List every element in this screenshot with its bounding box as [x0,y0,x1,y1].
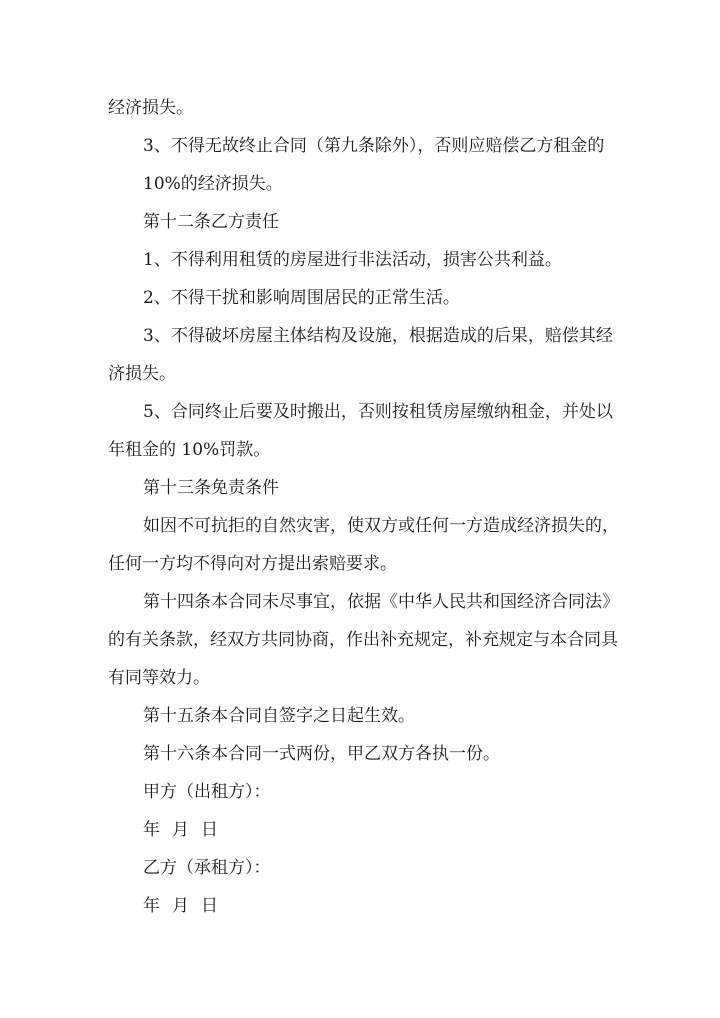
paragraph-line: 第十四条本合同未尽事宜，依据《中华人民共和国经济合同法》 [143,592,619,612]
paragraph-line: 5、合同终止后要及时搬出，否则按租赁房屋缴纳租金，并处以 [143,402,613,422]
paragraph-line: 经济损失。 [108,98,193,118]
party-b-label: 乙方（承租方）： [143,858,271,878]
paragraph-line: 3、不得破坏房屋主体结构及设施，根据造成的后果，赔偿其经 [143,326,613,346]
section-heading: 第十二条乙方责任 [143,212,279,232]
paragraph-line: 第十六条本合同一式两份，甲乙双方各执一份。 [143,744,500,764]
section-heading: 第十三条免责条件 [143,478,279,498]
paragraph-line: 1、不得利用租赁的房屋进行非法活动，损害公共利益。 [143,250,562,270]
paragraph-line: 有同等效力。 [108,668,210,688]
paragraph-line: 任何一方均不得向对方提出索赔要求。 [108,554,397,574]
year-label: 年 [143,820,160,840]
paragraph-line: 如因不可抗拒的自然灾害，使双方或任何一方造成经济损失的， [143,516,619,536]
day-label: 日 [201,820,218,840]
month-label: 月 [172,820,189,840]
paragraph-line: 的有关条款，经双方共同协商，作出补充规定，补充规定与本合同具 [108,630,618,650]
year-label: 年 [143,896,160,916]
paragraph-line: 2、不得干扰和影响周围居民的正常生活。 [143,288,460,308]
party-a-date [0,817,720,843]
month-label: 月 [172,896,189,916]
paragraph-line: 3、不得无故终止合同（第九条除外），否则应赔偿乙方租金的 [143,136,605,156]
paragraph-line: 年租金的 10%罚款。 [108,440,271,460]
paragraph-line: 第十五条本合同自签字之日起生效。 [143,706,415,726]
paragraph-line: 10%的经济损失。 [143,174,283,194]
party-a-label: 甲方（出租方）： [143,782,271,802]
paragraph-line: 济损失。 [108,364,176,384]
day-label: 日 [201,896,218,916]
party-b-date [0,893,720,919]
